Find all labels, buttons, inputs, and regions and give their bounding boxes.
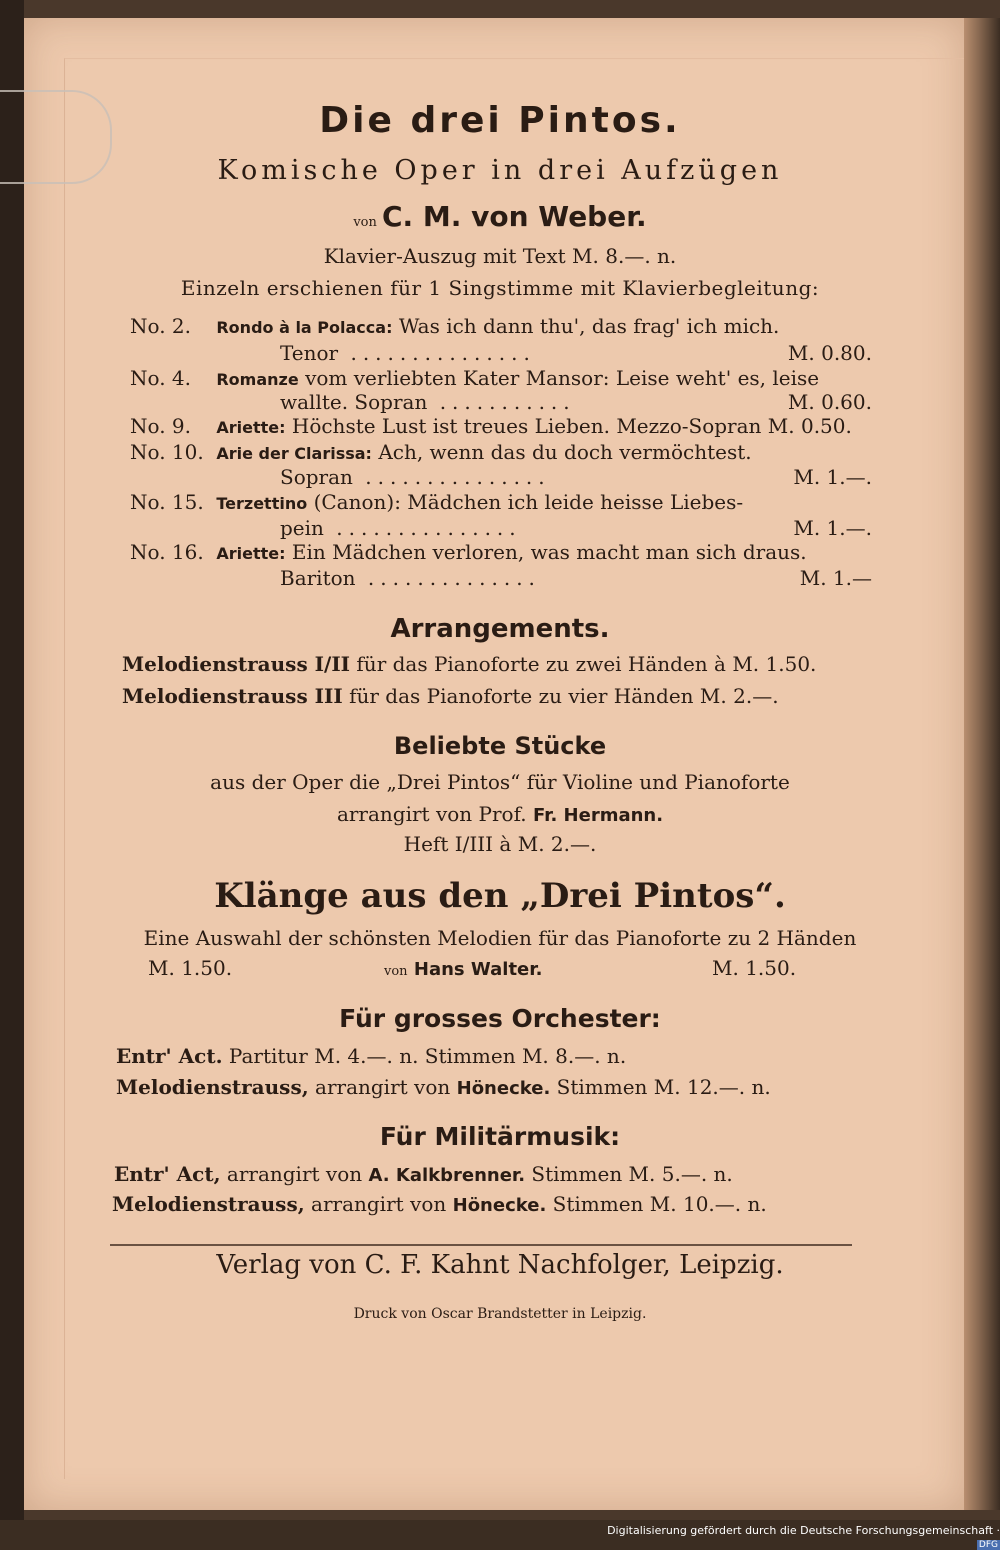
list-item-cont: Bariton .............. M. 1.— bbox=[280, 566, 872, 590]
section-heading-militaer: Für Militärmusik: bbox=[379, 1122, 621, 1151]
page-title: Die drei Pintos. bbox=[319, 100, 681, 141]
item-name: Rondo à la Polacca: bbox=[216, 318, 393, 337]
orchester-arranger: Hönecke. bbox=[456, 1078, 551, 1099]
section-heading-orchester: Für grosses Orchester: bbox=[339, 1004, 661, 1033]
author: C. M. von Weber. bbox=[381, 200, 647, 233]
klaenge-author bbox=[384, 956, 542, 980]
item-text: Höchste Lust ist treues Lieben. Mezzo-Sopran M. 0.50. bbox=[291, 414, 852, 438]
dfg-logo: DFG bbox=[978, 1540, 998, 1550]
orchester-text: Partitur M. 4.—. n. Stimmen M. 8.—. n. bbox=[228, 1044, 627, 1068]
item-number: No. 10. bbox=[130, 440, 204, 464]
klaenge-line-1: Eine Auswahl der schönsten Melodien für das Pianoforte zu 2 Händen bbox=[143, 926, 857, 950]
beliebte-arranger-prefix: arrangirt von Prof. bbox=[336, 802, 527, 826]
item-text: Ein Mädchen verloren, was macht man sich draus. bbox=[291, 540, 807, 564]
list-item-cont: wallte. Sopran ........... M. 0.60. bbox=[280, 390, 872, 414]
item-text: Was ich dann thu', das frag' ich mich. bbox=[398, 314, 780, 338]
page-edge bbox=[964, 18, 1000, 1510]
item-voice: Sopran bbox=[280, 465, 353, 489]
orchester-title: Entr' Act. bbox=[116, 1044, 223, 1068]
arrangement-row bbox=[122, 652, 816, 676]
item-price: M. 1.—. bbox=[793, 516, 872, 540]
orchester-price: Stimmen M. 12.—. n. bbox=[556, 1075, 771, 1099]
militaer-arranger: A. Kalkbrenner. bbox=[368, 1165, 526, 1186]
militaer-title: Entr' Act, bbox=[114, 1162, 221, 1186]
item-name: Terzettino bbox=[216, 494, 308, 513]
militaer-row bbox=[114, 1162, 733, 1186]
militaer-text: arrangirt von bbox=[311, 1192, 447, 1216]
klaenge-price-left: M. 1.50. bbox=[148, 956, 233, 980]
single-intro: Einzeln erschienen für 1 Singstimme mit Klavierbegleitung: bbox=[180, 276, 820, 300]
item-name: Romanze bbox=[216, 370, 299, 389]
beliebte-line-2 bbox=[0, 802, 1000, 826]
arrangement-title: Melodienstrauss I/II bbox=[122, 652, 351, 676]
page bbox=[24, 18, 964, 1510]
item-name: Ariette: bbox=[216, 544, 286, 563]
militaer-row bbox=[112, 1192, 767, 1216]
item-voice: pein bbox=[280, 516, 324, 540]
klaenge-price-right: M. 1.50. bbox=[712, 956, 797, 980]
list-item bbox=[130, 366, 819, 390]
arrangement-row bbox=[122, 684, 779, 708]
militaer-price: Stimmen M. 5.—. n. bbox=[531, 1162, 733, 1186]
section-heading-beliebte: Beliebte Stücke bbox=[393, 732, 607, 760]
digitization-credit bbox=[600, 1524, 1000, 1550]
item-text: Ach, wenn das du doch vermöchtest. bbox=[378, 440, 752, 464]
item-text: vom verliebten Kater Mansor: Leise weht' es, leise bbox=[305, 366, 820, 390]
beliebte-line-1: aus der Oper die „Drei Pintos“ für Violine und Pianoforte bbox=[210, 770, 790, 794]
list-item bbox=[130, 490, 743, 514]
publisher: Verlag von C. F. Kahnt Nachfolger, Leipzig. bbox=[216, 1250, 784, 1280]
orchester-row bbox=[116, 1044, 626, 1068]
section-heading-arrangements: Arrangements. bbox=[390, 614, 610, 644]
section-heading-klaenge: Klänge aus den „Drei Pintos“. bbox=[214, 876, 786, 916]
list-item bbox=[130, 540, 807, 564]
militaer-arranger: Hönecke. bbox=[452, 1195, 547, 1216]
item-number: No. 9. bbox=[130, 414, 191, 438]
beliebte-line-3: Heft I/III à M. 2.—. bbox=[403, 832, 597, 856]
item-name: Ariette: bbox=[216, 418, 286, 437]
credit-text: Digitalisierung gefördert durch die Deutsche Forschungsgemeinschaft · bbox=[607, 1524, 1000, 1537]
item-voice: wallte. Sopran bbox=[280, 390, 428, 414]
arrangement-text: für das Pianoforte zu vier Händen M. 2.—. bbox=[349, 684, 779, 708]
list-item-cont: pein ............... M. 1.—. bbox=[280, 516, 872, 540]
arrangement-title: Melodienstrauss III bbox=[122, 684, 343, 708]
item-number: No. 4. bbox=[130, 366, 191, 390]
orchester-title: Melodienstrauss, bbox=[116, 1075, 309, 1099]
item-price: M. 0.60. bbox=[787, 390, 872, 414]
subtitle: Komische Oper in drei Aufzügen bbox=[217, 155, 783, 186]
list-item bbox=[130, 440, 752, 464]
item-voice: Bariton bbox=[280, 566, 356, 590]
item-number: No. 15. bbox=[130, 490, 204, 514]
item-price: M. 1.—. bbox=[793, 465, 872, 489]
list-item bbox=[130, 414, 852, 438]
item-number: No. 16. bbox=[130, 540, 204, 564]
militaer-title: Melodienstrauss, bbox=[112, 1192, 305, 1216]
militaer-text: arrangirt von bbox=[226, 1162, 363, 1186]
item-number: No. 2. bbox=[130, 314, 191, 338]
author-line bbox=[0, 200, 1000, 233]
list-item-cont: Sopran ............... M. 1.—. bbox=[280, 465, 872, 489]
militaer-price: Stimmen M. 10.—. n. bbox=[552, 1192, 767, 1216]
item-price: M. 1.— bbox=[799, 566, 872, 590]
divider bbox=[110, 1244, 852, 1246]
item-price: M. 0.80. bbox=[787, 341, 872, 365]
printer: Druck von Oscar Brandstetter in Leipzig. bbox=[353, 1306, 647, 1322]
item-name: Arie der Clarissa: bbox=[216, 444, 372, 463]
item-text: (Canon): Mädchen ich leide heisse Liebes- bbox=[313, 490, 744, 514]
klaenge-von: von bbox=[384, 964, 408, 979]
klaenge-name: Hans Walter. bbox=[413, 959, 543, 980]
beliebte-arranger: Fr. Hermann. bbox=[532, 805, 664, 826]
orchester-text: arrangirt von bbox=[315, 1075, 451, 1099]
arrangement-text: für das Pianoforte zu zwei Händen à M. 1.50. bbox=[356, 652, 817, 676]
list-item-cont: Tenor ............... M. 0.80. bbox=[280, 341, 872, 365]
author-prefix: von bbox=[353, 215, 377, 230]
orchester-row bbox=[116, 1075, 771, 1099]
piano-score: Klavier-Auszug mit Text M. 8.—. n. bbox=[323, 244, 677, 268]
list-item bbox=[130, 314, 779, 338]
item-voice: Tenor bbox=[280, 341, 339, 365]
